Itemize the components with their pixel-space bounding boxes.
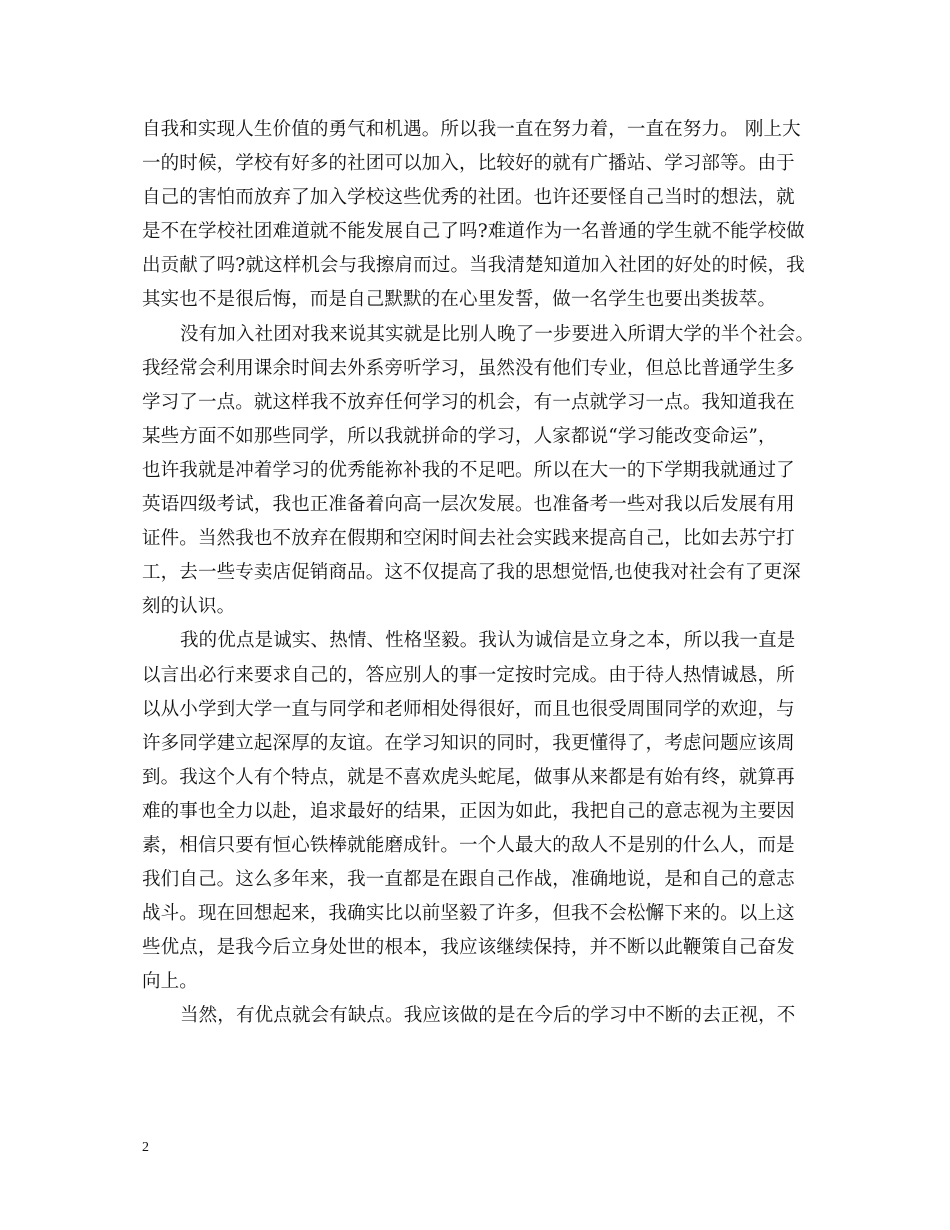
- text-line: 许多同学建立起深厚的友谊。在学习知识的同时，我更懂得了，考虑问题应该周: [142, 732, 795, 754]
- text-line: 自己的害怕而放弃了加入学校这些优秀的社团。也许还要怪自己当时的想法，就: [142, 187, 795, 209]
- text-line: 些优点，是我今后立身处世的根本，我应该继续保持，并不断以此鞭策自己奋发: [142, 937, 795, 959]
- text-line: 向上。: [142, 971, 198, 993]
- text-line: 我的优点是诚实、热情、性格坚毅。我认为诚信是立身之本，所以我一直是: [180, 630, 796, 652]
- text-line: 自我和实现人生价值的勇气和机遇。所以我一直在努力着，一直在努力。 刚上大: [142, 119, 801, 140]
- text-line: 我经常会利用课余时间去外系旁听学习，虽然没有他们专业，但总比普通学生多: [142, 357, 795, 379]
- text-line: 以从小学到大学一直与同学和老师相处得很好，而且也很受周围同学的欢迎，与: [142, 698, 795, 720]
- paragraph-2: [142, 318, 815, 625]
- text-line: 我们自己。这么多年来，我一直都是在跟自己作战，准确地说，是和自己的意志: [142, 869, 795, 891]
- text-line: 证件。当然我也不放弃在假期和空闲时间去社会实践来提高自己，比如去苏宁打: [142, 528, 795, 550]
- text-line: 某些方面不如那些同学，所以我就拼命的学习，人家都说“学习能改变命运”，: [142, 425, 777, 447]
- text-line: 学习了一点。就这样我不放弃任何学习的机会，有一点就学习一点。我知道我在: [142, 391, 795, 413]
- document-body: [142, 113, 815, 1034]
- text-line: 没有加入社团对我来说其实就是比别人晚了一步要进入所谓大学的半个社会。: [180, 323, 815, 345]
- text-line: 工，去一些专卖店促销商品。这不仅提高了我的思想觉悟,也使我对社会有了更深: [142, 562, 801, 584]
- page-number: 2: [142, 1140, 149, 1155]
- paragraph-4: [142, 999, 810, 1033]
- text-line: 出贡献了吗?就这样机会与我擦肩而过。当我清楚知道加入社团的好处的时候，我: [142, 255, 805, 277]
- text-line: 也许我就是冲着学习的优秀能祢补我的不足吧。所以在大一的下学期我就通过了: [142, 459, 795, 481]
- paragraph-1: [142, 113, 810, 318]
- text-line: 当然，有优点就会有缺点。我应该做的是在今后的学习中不断的去正视，不: [180, 1005, 796, 1027]
- text-line: 是不在学校社团难道就不能发展自己了吗?难道作为一名普通的学生就不能学校做: [142, 221, 805, 243]
- text-line: 战斗。现在回想起来，我确实比以前坚毅了许多，但我不会松懈下来的。以上这: [142, 903, 795, 925]
- text-line: 其实也不是很后悔，而是自己默默的在心里发誓，做一名学生也要出类拔萃。: [142, 289, 777, 311]
- text-line: 素，相信只要有恒心铁棒就能磨成针。一个人最大的敌人不是别的什么人，而是: [142, 834, 795, 856]
- text-line: 英语四级考试，我也正准备着向高一层次发展。也准备考一些对我以后发展有用: [142, 494, 795, 516]
- text-line: 难的事也全力以赴，追求最好的结果，正因为如此，我把自己的意志视为主要因: [142, 800, 795, 822]
- text-line: 刻的认识。: [142, 596, 236, 618]
- text-line: 到。我这个人有个特点，就是不喜欢虎头蛇尾，做事从来都是有始有终，就算再: [142, 766, 795, 788]
- text-line: 以言出必行来要求自己的，答应别人的事一定按时完成。由于待人热情诚恳，所: [142, 664, 795, 686]
- text-line: 一的时候，学校有好多的社团可以加入，比较好的就有广播站、学习部等。由于: [142, 153, 795, 175]
- paragraph-3: [142, 624, 810, 999]
